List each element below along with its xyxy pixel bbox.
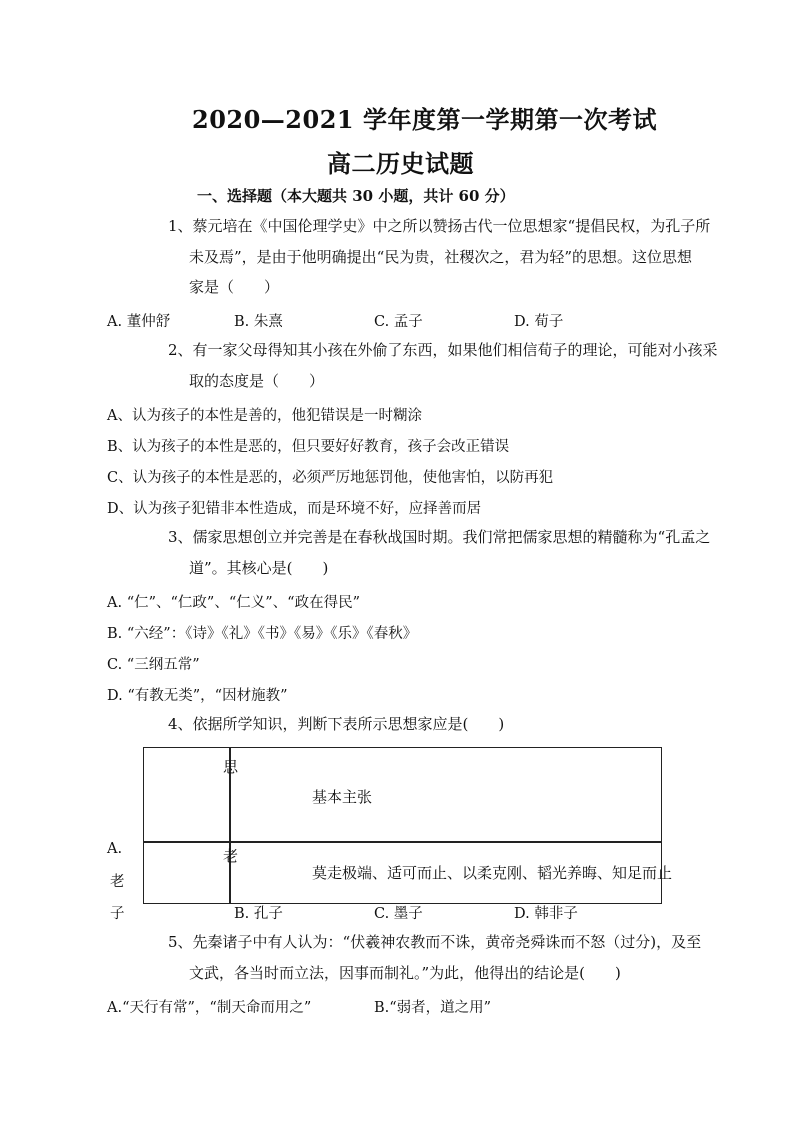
question-1-option-b: B. 朱熹 <box>234 314 283 330</box>
question-1-line-1: 1、蔡元培在《中国伦理学史》中之所以赞扬古代一位思想家“提倡民权，为孔子所 <box>168 217 711 235</box>
question-2-option-b: B、认为孩子的本性是恶的，但只要好好教育，孩子会改正错误 <box>107 439 510 455</box>
question-4-option-a-text-2: 子 <box>110 906 125 922</box>
question-2-option-c: C、认为孩子的本性是恶的，必须严厉地惩罚他，使他害怕，以防再犯 <box>107 470 554 486</box>
question-3-option-c: C. “三纲五常” <box>107 657 200 673</box>
question-4-option-d: D. 韩非子 <box>514 906 578 922</box>
question-5-option-b: B.“弱者，道之用” <box>374 1000 492 1016</box>
question-5-line-2: 文武，各当时而立法，因事而制礼。”为此，他得出的结论是( ) <box>189 964 621 982</box>
question-4-option-a-label: A. <box>107 841 123 857</box>
section-heading: 一、选择题（本大题共 30 小题，共计 60 分） <box>197 187 515 205</box>
question-3-line-2: 道”。其核心是( ) <box>189 559 329 577</box>
question-5-line-1: 5、先秦诸子中有人认为：“伏羲神农教而不诛，黄帝尧舜诛而不怒（过分)，及至 <box>168 933 702 951</box>
table-row-divider <box>143 841 662 843</box>
question-2-line-1: 2、有一家父母得知其小孩在外偷了东西，如果他们相信荀子的理论，可能对小孩采 <box>168 341 718 359</box>
table-cell-col1-row1: 思 <box>223 758 239 776</box>
question-4-option-c: C. 墨子 <box>374 906 423 922</box>
table-content-claims: 莫走极端、适可而止、以柔克刚、韬光养晦、知足而止 <box>312 864 673 882</box>
question-1-option-a: A. 董仲舒 <box>107 314 171 330</box>
question-3-line-1: 3、儒家思想创立并完善是在春秋战国时期。我们常把儒家思想的精髓称为“孔孟之 <box>168 528 711 546</box>
exam-title: 2020—2021 学年度第一学期第一次考试 <box>192 105 657 134</box>
table-header-basic-claims: 基本主张 <box>312 788 373 806</box>
question-4-option-a-text-1: 老 <box>110 874 125 890</box>
table-cell-col1-row2: 老 <box>223 847 239 865</box>
question-1-line-3: 家是（ ） <box>189 278 280 296</box>
question-3-option-a: A. “仁”、“仁政”、“仁义”、“政在得民” <box>107 595 360 611</box>
question-5-option-a: A.“天行有常”，“制天命而用之” <box>107 1000 312 1016</box>
question-1-option-c: C. 孟子 <box>374 314 423 330</box>
question-2-option-d: D、认为孩子犯错非本性造成，而是环境不好，应择善而居 <box>107 501 482 517</box>
question-4-line-1: 4、依据所学知识，判断下表所示思想家应是( ) <box>168 715 505 733</box>
question-2-option-a: A、认为孩子的本性是善的，他犯错误是一时糊涂 <box>107 408 422 424</box>
question-1-option-d: D. 荀子 <box>514 314 564 330</box>
question-4-option-b: B. 孔子 <box>234 906 283 922</box>
question-3-option-b: B. “六经”：《诗》《礼》《书》《易》《乐》《春秋》 <box>107 626 418 642</box>
question-3-option-d: D. “有教无类”，“因材施教” <box>107 688 288 704</box>
exam-subtitle: 高二历史试题 <box>327 149 474 178</box>
question-1-line-2: 未及焉”，是由于他明确提出“民为贵，社稷次之，君为轻”的思想。这位思想 <box>189 248 693 266</box>
question-2-line-2: 取的态度是（ ） <box>189 372 325 390</box>
